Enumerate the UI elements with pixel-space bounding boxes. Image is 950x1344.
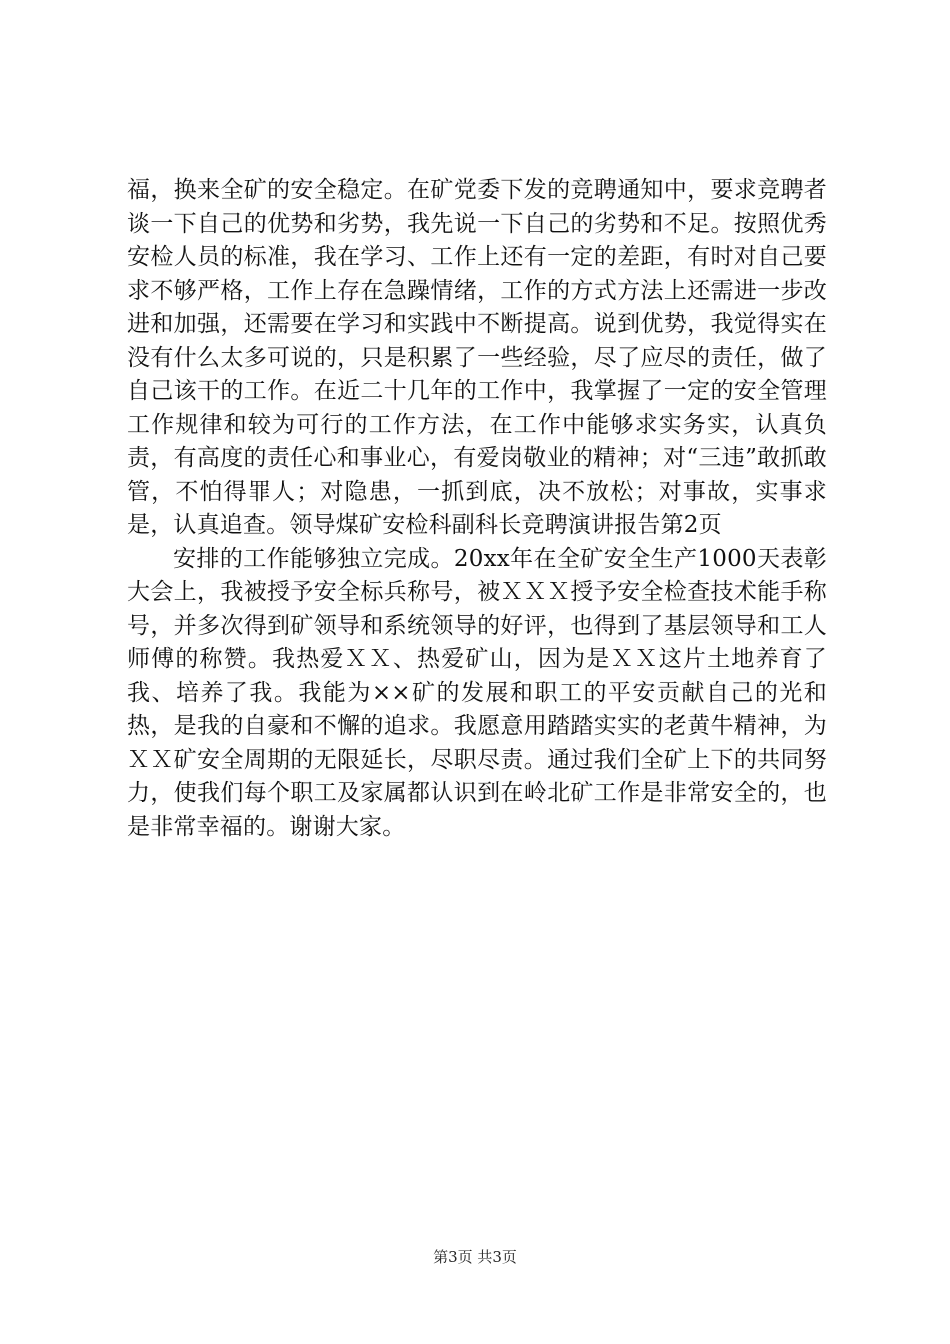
document-body <box>127 174 827 844</box>
paragraph-1: 福，换来全矿的安全稳定。在矿党委下发的竞聘通知中，要求竞聘者谈一下自己的优势和劣势，我先说一下自己的劣势和不足。按照优秀安检人员的标准，我在学习、工作上还有一定的差距，有时对自己要求不够严格，工作上存在急躁情绪，工作的方式方法上还需进一步改进和加强，还需要在学习和实践中不断提高。说到优势，我觉得实在没有什么太多可说的，只是积累了一些经验，尽了应尽的责任，做了自己该干的工作。在近二十几年的工作中，我掌握了一定的安全管理工作规律和较为可行的工作方法，在工作中能够求实务实，认真负责，有高度的责任心和事业心，有爱岗敬业的精神；对“三违”敢抓敢管，不怕得罪人；对隐患，一抓到底，决不放松；对事故，实事求是，认真追查。领导煤矿安检科副科长竞聘演讲报告第2页 <box>127 177 827 538</box>
paragraph-2: 安排的工作能够独立完成。20xx年在全矿安全生产1000天表彰大会上，我被授予安全标兵称号，被ＸＸＸ授予安全检查技术能手称号，并多次得到矿领导和系统领导的好评，也得到了基层领导和工人师傅的称赞。我热爱ＸＸ、热爱矿山，因为是ＸＸ这片土地养育了我、培养了我。我能为××矿的发展和职工的平安贡献自己的光和热，是我的自豪和不懈的追求。我愿意用踏踏实实的老黄牛精神，为ＸＸ矿安全周期的无限延长，尽职尽责。通过我们全矿上下的共同努力，使我们每个职工及家属都认识到在岭北矿工作是非常安全的，也是非常幸福的。谢谢大家。 <box>127 545 827 840</box>
page-footer: 第3页 共3页 <box>433 1248 517 1266</box>
